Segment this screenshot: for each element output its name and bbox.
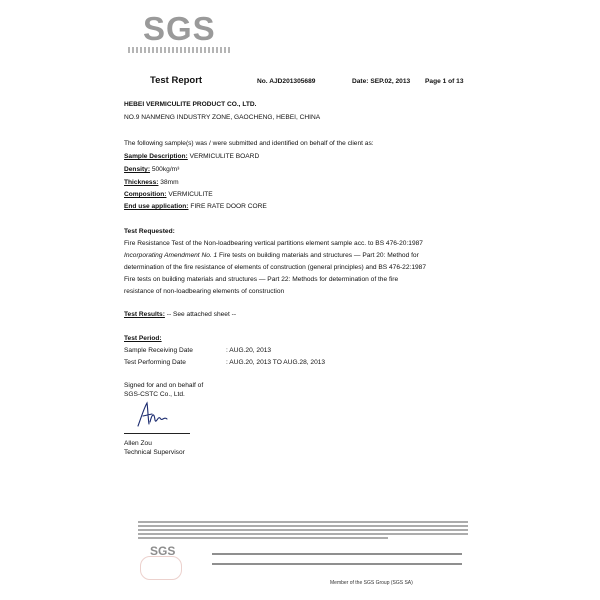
sgs-group-member: Member of the SGS Group (SGS SA) <box>330 580 413 586</box>
tests-line-2 <box>124 251 419 260</box>
tests-line-4: Fire tests on building materials and structures — Part 22: Methods for determination of the fire <box>124 276 399 283</box>
client-address: NO.9 NANMENG INDUSTRY ZONE, GAOCHENG, HEBEI, CHINA <box>124 114 321 121</box>
period-row-value: : AUG.20, 2013 <box>226 347 272 354</box>
amendment-text: Incorporating Amendment No. 1 <box>124 252 218 259</box>
footer-fine-print <box>138 520 468 542</box>
thickness-value: 38mm <box>158 179 179 186</box>
thickness-label: Thickness: <box>124 179 159 186</box>
density <box>124 165 179 174</box>
density-value: 500kg/m³ <box>150 166 180 173</box>
tests-line-2-rest: Fire tests on building materials and structures — Part 20: Method for <box>217 252 419 259</box>
thickness <box>124 178 179 187</box>
period-heading: Test Period: <box>124 335 162 342</box>
end-use-value: FIRE RATE DOOR CORE <box>188 203 267 210</box>
sgs-logo: SGS <box>143 10 216 47</box>
test-results <box>124 310 236 319</box>
sample-description-label: Sample Description: <box>124 153 188 160</box>
period-row-value: : AUG.20, 2013 TO AUG.28, 2013 <box>226 359 326 366</box>
period-row: Sample Receiving Date <box>124 347 193 354</box>
signer-role: Technical Supervisor <box>124 449 185 456</box>
signature-image <box>134 400 174 430</box>
report-date: Date: SEP.02, 2013 <box>352 78 411 85</box>
composition <box>124 190 213 199</box>
logo-underline <box>128 47 232 53</box>
composition-value: VERMICULITE <box>166 191 213 198</box>
signed-company: SGS-CSTC Co., Ltd. <box>124 391 185 398</box>
sample-description <box>124 152 259 161</box>
signed-for: Signed for and on behalf of <box>124 382 204 389</box>
composition-label: Composition: <box>124 191 167 198</box>
end-use-label: End use application: <box>124 203 189 210</box>
signature-line <box>124 433 190 434</box>
period-row: Test Performing Date <box>124 359 186 366</box>
end-use <box>124 202 267 211</box>
page-number: Page 1 of 13 <box>425 78 464 85</box>
density-label: Density: <box>124 166 151 173</box>
tests-line-3: determination of the fire resistance of elements of construction (general principles) and BS 476-22:1987 <box>124 264 427 271</box>
footer-sgs-logo: SGS <box>150 544 176 558</box>
test-results-label: Test Results: <box>124 311 165 318</box>
signer-name: Allen Zou <box>124 440 152 447</box>
tests-heading: Test Requested: <box>124 228 175 235</box>
footer-stamp <box>140 556 182 580</box>
report-number: No. AJD201305689 <box>257 78 316 85</box>
intro-text: The following sample(s) was / were submitted and identified on behalf of the client as: <box>124 140 374 147</box>
sample-description-value: VERMICULITE BOARD <box>187 153 260 160</box>
tests-line-5: resistance of non-loadbearing elements of construction <box>124 288 285 295</box>
tests-line-1: Fire Resistance Test of the Non-loadbearing vertical partitions element sample acc. to BS 476-20:1987 <box>124 240 423 247</box>
test-results-value: -- See attached sheet -- <box>164 311 237 318</box>
footer-address-lines <box>212 550 472 570</box>
report-title: Test Report <box>150 75 203 86</box>
client-name: HEBEI VERMICULITE PRODUCT CO., LTD. <box>124 101 257 108</box>
